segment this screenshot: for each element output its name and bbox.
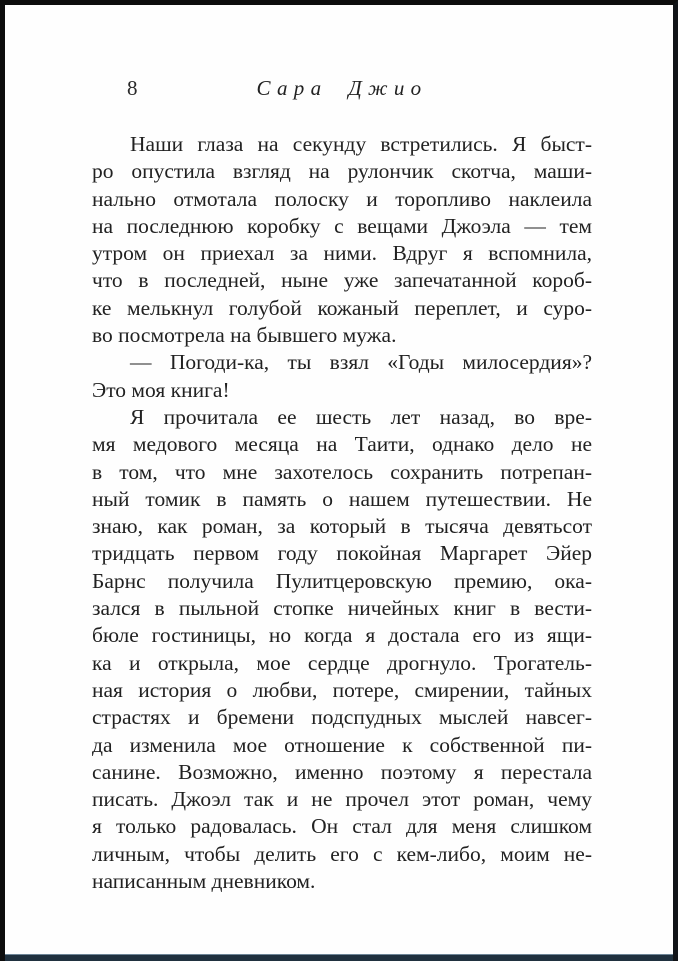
- text-line: писать. Джоэл так и не прочел этот роман, чему: [92, 787, 592, 812]
- running-header-author: Сара Джио: [256, 76, 428, 100]
- text-line: зался в пыльной стопке ничейных книг в вести-: [92, 596, 592, 621]
- text-line: личным, чтобы делить его с кем-либо, моим не-: [92, 841, 592, 866]
- text-line: Барнс получила Пулитцеровскую премию, ока-: [92, 568, 592, 593]
- paragraph: [92, 404, 592, 895]
- page-number: 8: [127, 76, 138, 100]
- text-line: утром он приехал за ними. Вдруг я вспомнила,: [92, 241, 592, 266]
- text-line: Это моя книга!: [92, 377, 230, 402]
- paragraph: [92, 131, 592, 349]
- text-line: на последнюю коробку с вещами Джоэла — тем: [92, 213, 592, 238]
- text-line: в том, что мне захотелось сохранить потрепан-: [92, 459, 592, 484]
- page-content: [5, 75, 673, 895]
- page-bottom-edge: [5, 954, 673, 961]
- text-line: ная история о любви, потере, смирении, тайных: [92, 677, 592, 702]
- text-line: ке мелькнул голубой кожаный переплет, и суро-: [92, 295, 592, 320]
- text-line: знаю, как роман, за который в тысяча девятьсот: [92, 514, 592, 539]
- paragraph: [92, 349, 592, 404]
- text-line: бюле гостиницы, но когда я достала его из ящи-: [92, 623, 592, 648]
- text-line: тридцать первом году покойная Маргарет Эйер: [92, 541, 592, 566]
- text-line: да изменила мое отношение к собственной пи-: [92, 732, 592, 757]
- text-line: ро опустила взгляд на рулончик скотча, маши-: [92, 159, 592, 184]
- text-line: нально отмотала полоску и торопливо наклеила: [92, 186, 592, 211]
- text-line: ка и открыла, мое сердце дрогнуло. Трогатель-: [92, 650, 592, 675]
- body-text: [92, 131, 592, 895]
- text-line: Наши глаза на секунду встретились. Я быст-: [130, 132, 592, 156]
- text-line: мя медового месяца на Таити, однако дело не: [92, 432, 592, 457]
- text-line: во посмотрела на бывшего мужа.: [92, 323, 397, 348]
- text-line: ный томик в память о нашем путешествии. Не: [92, 486, 592, 511]
- text-line: я только радовалась. Он стал для меня слишком: [92, 814, 592, 839]
- text-line: санине. Возможно, именно поэтому я перестала: [92, 759, 592, 784]
- text-line: что в последней, ныне уже запечатанной короб-: [92, 268, 592, 293]
- page-header: [92, 75, 592, 102]
- text-line: написанным дневником.: [92, 869, 316, 894]
- text-line: — Погоди-ка, ты взял «Годы милосердия»?: [130, 350, 592, 375]
- text-line: Я прочитала ее шесть лет назад, во вре-: [130, 404, 592, 429]
- text-line: страстях и бремени подспудных мыслей навсег-: [92, 705, 592, 730]
